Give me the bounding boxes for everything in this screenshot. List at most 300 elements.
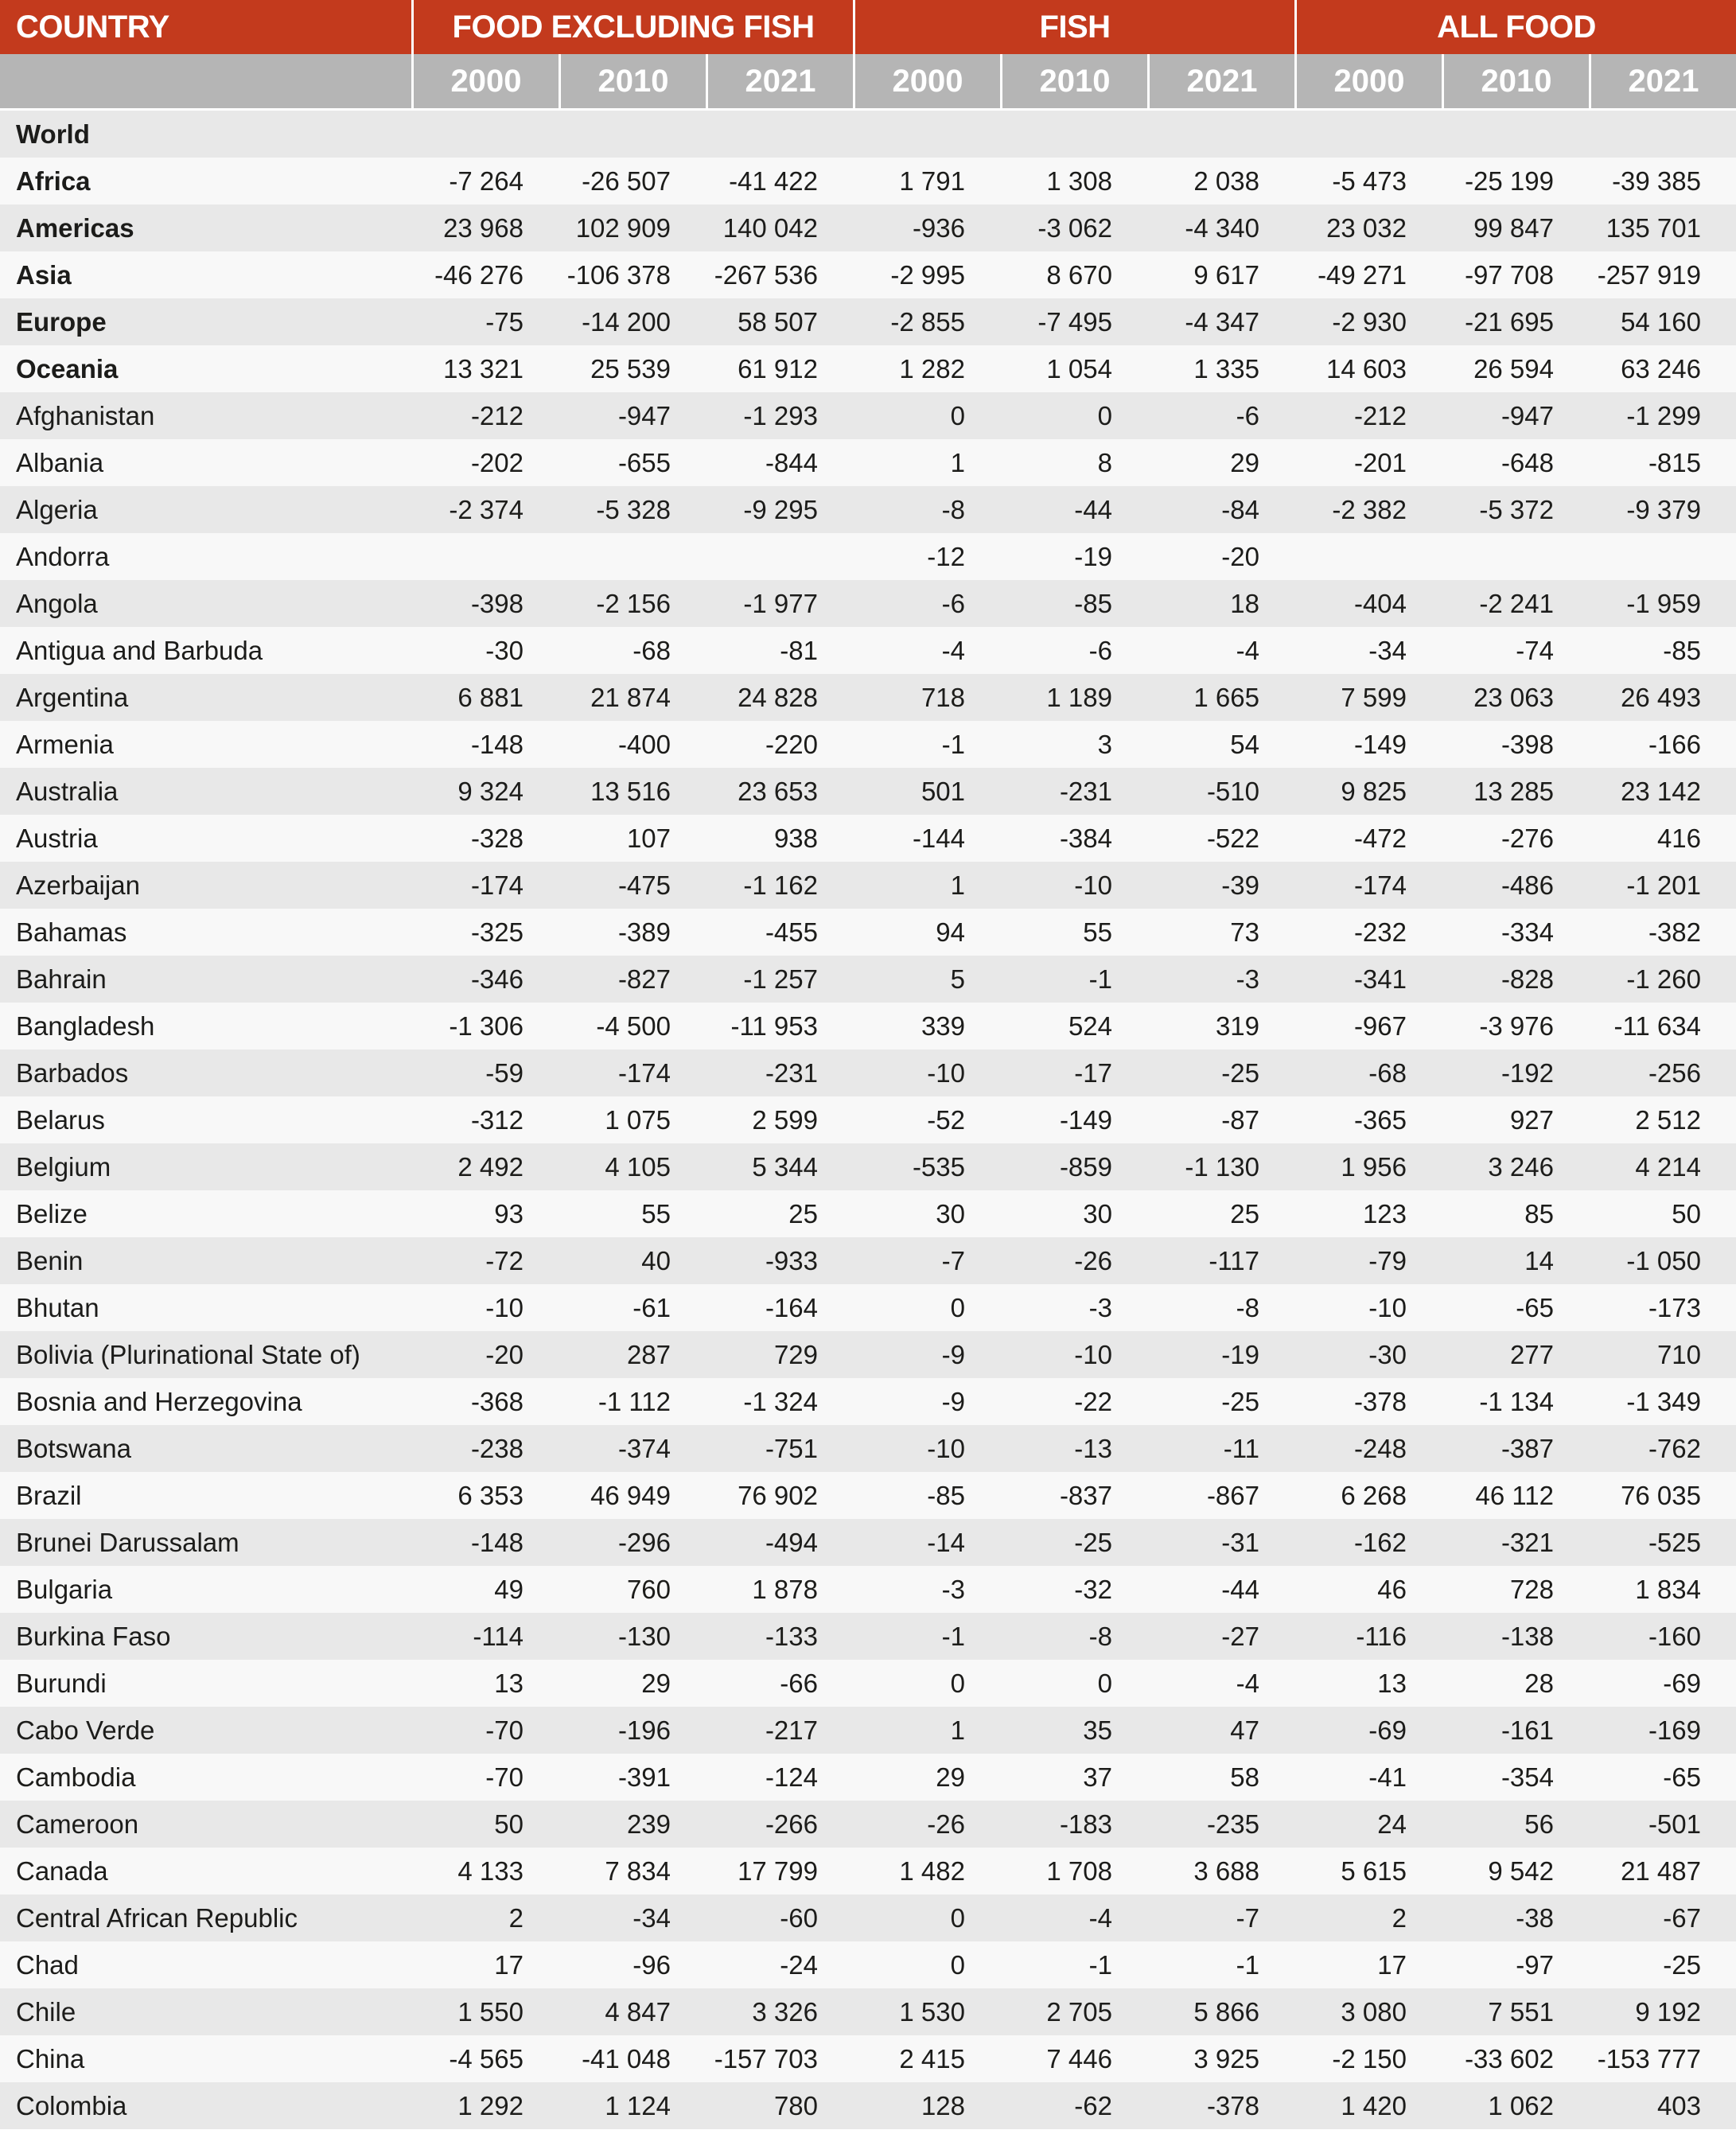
value-cell: -231 <box>1059 777 1112 806</box>
value-cell: -1 324 <box>743 1387 818 1416</box>
value-cell: 1 708 <box>1046 1856 1112 1886</box>
value-cell <box>1442 533 1589 580</box>
value-cell: 23 142 <box>1621 777 1701 806</box>
value-cell: -341 <box>1353 964 1407 994</box>
value-cell: -398 <box>1501 730 1554 759</box>
table-row <box>0 1848 1736 1894</box>
value-cell: 501 <box>921 777 965 806</box>
header-year: 2021 <box>1147 54 1294 108</box>
value-cell: -4 <box>1236 1669 1259 1698</box>
value-cell: -19 <box>1074 542 1112 571</box>
value-cell: -2 930 <box>1332 307 1407 337</box>
value-cell: 9 617 <box>1193 260 1259 290</box>
header-year: 2000 <box>1294 54 1442 108</box>
value-cell: -44 <box>1221 1575 1259 1604</box>
country-name-cell: Bahrain <box>16 964 107 994</box>
value-cell: 76 035 <box>1621 1481 1701 1510</box>
value-cell: -39 385 <box>1612 166 1701 196</box>
value-cell: -6 <box>1088 636 1112 665</box>
value-cell <box>1294 111 1442 158</box>
value-cell: 7 834 <box>605 1856 671 1886</box>
value-cell: -1 <box>1236 1950 1259 1980</box>
value-cell <box>1442 111 1589 158</box>
value-cell: 47 <box>1230 1715 1259 1745</box>
value-cell: 99 847 <box>1473 213 1554 243</box>
value-cell: 2 705 <box>1046 1997 1112 2027</box>
value-cell: 9 542 <box>1488 1856 1554 1886</box>
value-cell: -494 <box>765 1528 818 1557</box>
value-cell: -10 <box>927 1058 965 1088</box>
value-cell: -2 382 <box>1332 495 1407 524</box>
value-cell: -8 <box>1088 1622 1112 1651</box>
value-cell: -148 <box>470 1528 524 1557</box>
country-name-cell: Argentina <box>16 683 129 712</box>
value-cell: -149 <box>1353 730 1407 759</box>
value-cell: 17 <box>1377 1950 1407 1980</box>
value-cell: -9 295 <box>743 495 818 524</box>
value-cell: -39 <box>1221 870 1259 900</box>
table-row <box>0 956 1736 1003</box>
header-group-fish: FISH <box>853 0 1294 54</box>
value-cell: 0 <box>1097 1669 1112 1698</box>
value-cell: 1 <box>950 1715 965 1745</box>
value-cell: -1 306 <box>449 1011 524 1041</box>
value-cell: -827 <box>617 964 671 994</box>
table-row <box>0 768 1736 815</box>
value-cell: 29 <box>641 1669 671 1698</box>
value-cell: -46 276 <box>434 260 524 290</box>
value-cell: -378 <box>1353 1387 1407 1416</box>
value-cell: 13 <box>494 1669 524 1698</box>
header-country: COUNTRY <box>0 0 411 54</box>
value-cell: -44 <box>1074 495 1112 524</box>
value-cell: -837 <box>1059 1481 1112 1510</box>
value-cell: 46 949 <box>590 1481 671 1510</box>
value-cell: -25 <box>1074 1528 1112 1557</box>
value-cell: 0 <box>950 1903 965 1933</box>
value-cell: -17 <box>1074 1058 1112 1088</box>
country-name-cell: Afghanistan <box>16 401 155 430</box>
value-cell: 718 <box>921 683 965 712</box>
value-cell: -238 <box>470 1434 524 1463</box>
value-cell: -1 977 <box>743 589 818 618</box>
table-row <box>0 392 1736 439</box>
value-cell: -124 <box>765 1762 818 1792</box>
value-cell: -1 134 <box>1479 1387 1554 1416</box>
value-cell: 5 866 <box>1193 1997 1259 2027</box>
value-cell: 18 <box>1230 589 1259 618</box>
value-cell: -25 <box>1221 1387 1259 1416</box>
value-cell: -1 162 <box>743 870 818 900</box>
country-name-cell: Brunei Darussalam <box>16 1528 239 1557</box>
value-cell: 2 <box>1392 1903 1407 1933</box>
value-cell: -10 <box>1368 1293 1407 1322</box>
country-name-cell: Asia <box>16 260 72 290</box>
header-year: 2010 <box>1000 54 1147 108</box>
value-cell: -202 <box>470 448 524 477</box>
value-cell: -60 <box>780 1903 818 1933</box>
value-cell: -66 <box>780 1669 818 1698</box>
header-year: 2021 <box>1589 54 1736 108</box>
value-cell: -97 708 <box>1465 260 1554 290</box>
value-cell: -144 <box>912 824 965 853</box>
value-cell: -201 <box>1353 448 1407 477</box>
value-cell: 23 653 <box>738 777 818 806</box>
value-cell: -1 260 <box>1626 964 1701 994</box>
table-row <box>0 1613 1736 1660</box>
value-cell: -7 <box>941 1246 965 1275</box>
value-cell: 14 <box>1524 1246 1554 1275</box>
value-cell: 1 550 <box>457 1997 524 2027</box>
country-name-cell: Azerbaijan <box>16 870 140 900</box>
value-cell: -936 <box>912 213 965 243</box>
value-cell: -10 <box>1074 870 1112 900</box>
value-cell: -96 <box>633 1950 671 1980</box>
value-cell: 13 516 <box>590 777 671 806</box>
country-name-cell: China <box>16 2044 85 2074</box>
country-name-cell: Americas <box>16 213 134 243</box>
value-cell: -32 <box>1074 1575 1112 1604</box>
table-row <box>0 298 1736 345</box>
value-cell: 2 <box>508 1903 524 1933</box>
value-cell: 2 599 <box>752 1105 818 1135</box>
value-cell: 3 925 <box>1193 2044 1259 2074</box>
value-cell: -69 <box>1368 1715 1407 1745</box>
value-cell <box>706 111 853 158</box>
value-cell: 35 <box>1083 1715 1112 1745</box>
table-row <box>0 1425 1736 1472</box>
value-cell: 1 062 <box>1488 2091 1554 2120</box>
value-cell: -11 634 <box>1613 1011 1701 1041</box>
value-cell: 0 <box>950 1669 965 1698</box>
value-cell: 4 105 <box>605 1152 671 1182</box>
value-cell: -41 422 <box>729 166 818 196</box>
value-cell: 1 956 <box>1341 1152 1407 1182</box>
value-cell: 23 968 <box>443 213 524 243</box>
value-cell: -160 <box>1648 1622 1701 1651</box>
country-name-cell: Armenia <box>16 730 114 759</box>
value-cell: 1 189 <box>1046 683 1112 712</box>
value-cell: 729 <box>773 1340 818 1369</box>
table-row <box>0 1378 1736 1425</box>
value-cell: -49 271 <box>1318 260 1407 290</box>
value-cell: -3 <box>1088 1293 1112 1322</box>
value-cell: -4 <box>1088 1903 1112 1933</box>
table-row <box>0 1237 1736 1284</box>
value-cell: 94 <box>936 917 965 947</box>
value-cell: 6 353 <box>457 1481 524 1510</box>
country-name-cell: Cameroon <box>16 1809 139 1839</box>
value-cell: -312 <box>470 1105 524 1135</box>
value-cell: -72 <box>485 1246 524 1275</box>
value-cell: 17 799 <box>738 1856 818 1886</box>
value-cell: -248 <box>1353 1434 1407 1463</box>
value-cell: -220 <box>765 730 818 759</box>
value-cell: 319 <box>1215 1011 1259 1041</box>
value-cell: -267 536 <box>714 260 818 290</box>
value-cell: -859 <box>1059 1152 1112 1182</box>
value-cell: -14 <box>927 1528 965 1557</box>
value-cell: -3 976 <box>1479 1011 1554 1041</box>
value-cell: -256 <box>1648 1058 1701 1088</box>
value-cell: -164 <box>765 1293 818 1322</box>
value-cell: -52 <box>927 1105 965 1135</box>
value-cell: -25 <box>1663 1950 1701 1980</box>
value-cell: -328 <box>470 824 524 853</box>
country-name-cell: Bosnia and Herzegovina <box>16 1387 302 1416</box>
value-cell: 938 <box>773 824 818 853</box>
value-cell: 21 874 <box>590 683 671 712</box>
value-cell: -867 <box>1206 1481 1259 1510</box>
header-row-years <box>0 54 1736 111</box>
value-cell: -231 <box>765 1058 818 1088</box>
value-cell: -9 379 <box>1626 495 1701 524</box>
value-cell: 8 <box>1097 448 1112 477</box>
table-row <box>0 1096 1736 1143</box>
value-cell: 1 420 <box>1341 2091 1407 2120</box>
table-row <box>0 1988 1736 2035</box>
value-cell: -25 199 <box>1465 166 1554 196</box>
value-cell: 0 <box>950 401 965 430</box>
value-cell: -762 <box>1648 1434 1701 1463</box>
value-cell: -41 048 <box>582 2044 671 2074</box>
value-cell: 13 <box>1377 1669 1407 1698</box>
header-group-all-food: ALL FOOD <box>1294 0 1736 54</box>
value-cell: 3 080 <box>1341 1997 1407 2027</box>
value-cell: -38 <box>1516 1903 1554 1933</box>
value-cell: 140 042 <box>722 213 818 243</box>
value-cell: -13 <box>1074 1434 1112 1463</box>
value-cell: 1 <box>950 870 965 900</box>
value-cell: 927 <box>1509 1105 1554 1135</box>
value-cell: -828 <box>1501 964 1554 994</box>
value-cell: -525 <box>1648 1528 1701 1557</box>
value-cell: -81 <box>780 636 818 665</box>
table-row <box>0 1707 1736 1754</box>
value-cell: 107 <box>626 824 671 853</box>
table-row <box>0 1519 1736 1566</box>
value-cell: 728 <box>1509 1575 1554 1604</box>
value-cell: 46 <box>1377 1575 1407 1604</box>
value-cell: -648 <box>1501 448 1554 477</box>
country-name-cell: Chad <box>16 1950 79 1980</box>
value-cell: 4 214 <box>1635 1152 1701 1182</box>
value-cell: -20 <box>1221 542 1259 571</box>
value-cell: -75 <box>485 307 524 337</box>
value-cell: -212 <box>1353 401 1407 430</box>
country-name-cell: Central African Republic <box>16 1903 298 1933</box>
country-name-cell: Cabo Verde <box>16 1715 155 1745</box>
value-cell: 25 539 <box>590 354 671 384</box>
value-cell <box>1294 533 1442 580</box>
header-row-groups <box>0 0 1736 54</box>
value-cell: -535 <box>912 1152 965 1182</box>
value-cell: 46 112 <box>1475 1481 1554 1510</box>
value-cell: 1 292 <box>457 2091 524 2120</box>
value-cell: -1 130 <box>1185 1152 1259 1182</box>
value-cell: 1 665 <box>1193 683 1259 712</box>
value-cell: -374 <box>617 1434 671 1463</box>
value-cell: -70 <box>485 1762 524 1792</box>
value-cell <box>706 533 853 580</box>
value-cell: -967 <box>1353 1011 1407 1041</box>
value-cell: 8 670 <box>1046 260 1112 290</box>
value-cell: -2 150 <box>1332 2044 1407 2074</box>
value-cell: -232 <box>1353 917 1407 947</box>
value-cell: 7 446 <box>1046 2044 1112 2074</box>
value-cell: -10 <box>485 1293 524 1322</box>
value-cell: 73 <box>1230 917 1259 947</box>
value-cell: 55 <box>641 1199 671 1229</box>
value-cell: -217 <box>765 1715 818 1745</box>
header-year: 2000 <box>411 54 559 108</box>
country-name-cell: Bulgaria <box>16 1575 113 1604</box>
value-cell: -25 <box>1221 1058 1259 1088</box>
value-cell: -161 <box>1501 1715 1554 1745</box>
value-cell: -4 500 <box>596 1011 671 1041</box>
value-cell: -815 <box>1648 448 1701 477</box>
value-cell: 13 285 <box>1473 777 1554 806</box>
value-cell: 50 <box>494 1809 524 1839</box>
table-row <box>0 439 1736 486</box>
table-row <box>0 486 1736 533</box>
value-cell: -455 <box>765 917 818 947</box>
value-cell: -8 <box>941 495 965 524</box>
value-cell: -4 340 <box>1185 213 1259 243</box>
value-cell: 30 <box>1083 1199 1112 1229</box>
value-cell: -138 <box>1501 1622 1554 1651</box>
table-row <box>0 1754 1736 1801</box>
table-row <box>0 1472 1736 1519</box>
table-row <box>0 674 1736 721</box>
value-cell: -384 <box>1059 824 1112 853</box>
value-cell: -4 347 <box>1185 307 1259 337</box>
country-name-cell: Algeria <box>16 495 98 524</box>
table-row <box>0 158 1736 204</box>
value-cell: -9 <box>941 1387 965 1416</box>
value-cell: -65 <box>1663 1762 1701 1792</box>
value-cell: -41 <box>1368 1762 1407 1792</box>
value-cell: -475 <box>617 870 671 900</box>
value-cell: -130 <box>617 1622 671 1651</box>
value-cell: -1 <box>941 730 965 759</box>
value-cell: 1 124 <box>605 2091 671 2120</box>
value-cell: -365 <box>1353 1105 1407 1135</box>
value-cell: -4 565 <box>449 2044 524 2074</box>
value-cell: 58 <box>1230 1762 1259 1792</box>
value-cell: 76 902 <box>738 1481 818 1510</box>
value-cell: 1 335 <box>1193 354 1259 384</box>
table-row <box>0 1331 1736 1378</box>
value-cell: 21 487 <box>1621 1856 1701 1886</box>
value-cell: -947 <box>617 401 671 430</box>
value-cell: 1 530 <box>899 1997 965 2027</box>
value-cell: -30 <box>485 636 524 665</box>
value-cell: 63 246 <box>1621 354 1701 384</box>
value-cell: 54 <box>1230 730 1259 759</box>
value-cell: -196 <box>617 1715 671 1745</box>
country-name-cell: Antigua and Barbuda <box>16 636 263 665</box>
value-cell: 123 <box>1362 1199 1407 1229</box>
value-cell: -472 <box>1353 824 1407 853</box>
value-cell: -9 <box>941 1340 965 1369</box>
value-cell: 1 878 <box>752 1575 818 1604</box>
value-cell: 2 038 <box>1193 166 1259 196</box>
value-cell: -655 <box>617 448 671 477</box>
value-cell <box>559 111 706 158</box>
value-cell: 29 <box>1230 448 1259 477</box>
value-cell: -173 <box>1648 1293 1701 1322</box>
value-cell: 287 <box>626 1340 671 1369</box>
value-cell: 58 507 <box>738 307 818 337</box>
value-cell: 23 063 <box>1473 683 1554 712</box>
value-cell: -1 <box>1088 964 1112 994</box>
value-cell: 135 701 <box>1606 213 1701 243</box>
value-cell: -192 <box>1501 1058 1554 1088</box>
value-cell: -321 <box>1501 1528 1554 1557</box>
value-cell: -22 <box>1074 1387 1112 1416</box>
value-cell: -2 241 <box>1479 589 1554 618</box>
country-name-cell: Belarus <box>16 1105 105 1135</box>
table-row <box>0 1284 1736 1331</box>
value-cell: 780 <box>773 2091 818 2120</box>
value-cell: 0 <box>950 1293 965 1322</box>
value-cell: -6 <box>941 589 965 618</box>
value-cell: -10 <box>927 1434 965 1463</box>
country-name-cell: Burkina Faso <box>16 1622 171 1651</box>
value-cell: 403 <box>1656 2091 1701 2120</box>
value-cell: 524 <box>1068 1011 1112 1041</box>
value-cell: -59 <box>485 1058 524 1088</box>
country-name-cell: World <box>16 119 90 149</box>
value-cell: 37 <box>1083 1762 1112 1792</box>
country-name-cell: Barbados <box>16 1058 129 1088</box>
country-name-cell: Chile <box>16 1997 76 2027</box>
value-cell: -162 <box>1353 1528 1407 1557</box>
value-cell <box>411 533 559 580</box>
table-row <box>0 1801 1736 1848</box>
value-cell: 128 <box>921 2091 965 2120</box>
value-cell: 339 <box>921 1011 965 1041</box>
value-cell: 9 192 <box>1635 1997 1701 2027</box>
value-cell: -174 <box>470 870 524 900</box>
value-cell: -10 <box>1074 1340 1112 1369</box>
value-cell: 5 344 <box>752 1152 818 1182</box>
value-cell: -2 855 <box>890 307 965 337</box>
value-cell: 3 <box>1097 730 1112 759</box>
value-cell: 2 512 <box>1635 1105 1701 1135</box>
value-cell: -382 <box>1648 917 1701 947</box>
value-cell: 239 <box>626 1809 671 1839</box>
country-name-cell: Botswana <box>16 1434 131 1463</box>
country-name-cell: Belize <box>16 1199 88 1229</box>
country-name-cell: Oceania <box>16 354 119 384</box>
value-cell: -378 <box>1206 2091 1259 2120</box>
value-cell: -85 <box>1663 636 1701 665</box>
value-cell: -2 156 <box>596 589 671 618</box>
value-cell: -3 <box>1236 964 1259 994</box>
value-cell: -19 <box>1221 1340 1259 1369</box>
country-name-cell: Benin <box>16 1246 84 1275</box>
value-cell: 29 <box>936 1762 965 1792</box>
country-name-cell: Burundi <box>16 1669 107 1698</box>
header-year: 2000 <box>853 54 1000 108</box>
country-name-cell: Bhutan <box>16 1293 99 1322</box>
value-cell: -1 050 <box>1626 1246 1701 1275</box>
value-cell: 7 551 <box>1488 1997 1554 2027</box>
value-cell: -85 <box>1074 589 1112 618</box>
value-cell: -70 <box>485 1715 524 1745</box>
